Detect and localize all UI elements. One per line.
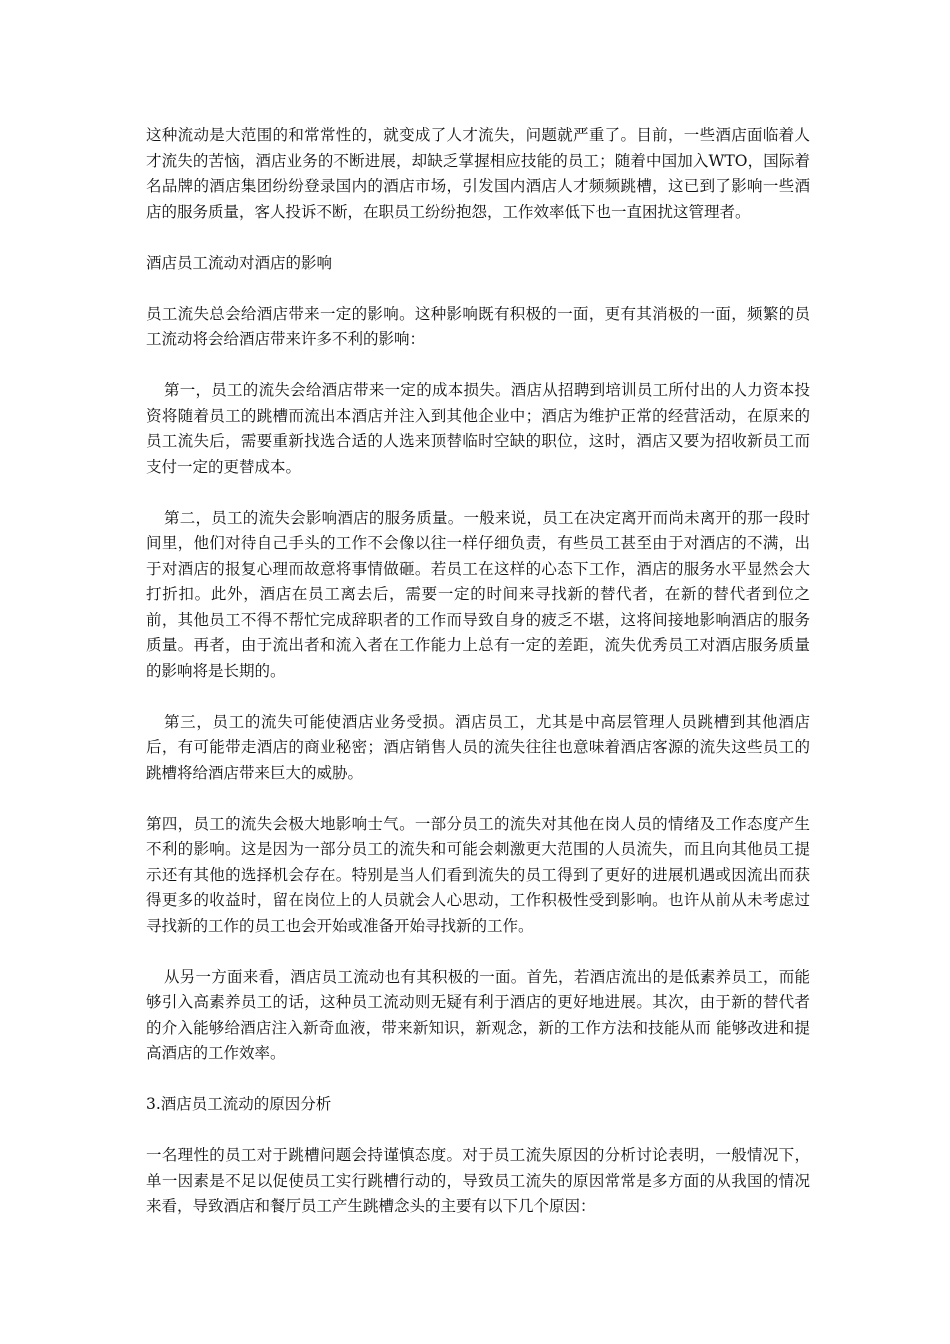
- paragraph-impact-intro: 员工流失总会给酒店带来一定的影响。这种影响既有积极的一面，更有其消极的一面，频繁的员工流动将会给酒店带来许多不利的影响：: [146, 304, 810, 348]
- paragraph-third-business-loss: 第三，员工的流失可能使酒店业务受损。酒店员工，尤其是中高层管理人员跳槽到其他酒店后，有可能带走酒店的商业秘密；酒店销售人员的流失往往也意味着酒店客源的流失这些员工的跳槽将给酒店带来巨大的威胁。: [146, 712, 810, 782]
- paragraph-fourth-morale: 第四，员工的流失会极大地影响士气。一部分员工的流失对其他在岗人员的情绪及工作态度产生不利的影响。这是因为一部分员工的流失和可能会刺激更大范围的人员流失，而且向其他员工提示还有其他的选择机会存在。特别是当人们看到流失的员工得到了更好的进展机遇或因流出而获得更多的收益时，留在岗位上的人员就会人心思动，工作积极性受到影响。也许从前从未考虑过寻找新的工作的员工也会开始或准备开始寻找新的工作。: [146, 814, 810, 935]
- section-heading-impact: 酒店员工流动对酒店的影响: [146, 253, 333, 272]
- section-heading-causes: 3.酒店员工流动的原因分析: [146, 1095, 332, 1113]
- document-page: [146, 123, 810, 1245]
- paragraph-second-service-quality: 第二，员工的流失会影响酒店的服务质量。一般来说，员工在决定离开而尚未离开的那一段时间里，他们对待自己手头的工作不会像以往一样仔细负责，有些员工甚至由于对酒店的不满，出于对酒店的报复心理而故意将事情做砸。若员工在这样的心态下工作，酒店的服务水平显然会大打折扣。此外，酒店在员工离去后，需要一定的时间来寻找新的替代者，在新的替代者到位之前，其他员工不得不帮忙完成辞职者的工作而导致自身的疲乏不堪，这将间接地影响酒店的服务质量。再者，由于流出者和流入者在工作能力上总有一定的差距，流失优秀员工对酒店服务质量的影响将是长期的。: [146, 508, 810, 680]
- paragraph-positive-side: 从另一方面来看，酒店员工流动也有其积极的一面。首先，若酒店流出的是低素养员工，而能够引入高素养员工的话，这种员工流动则无疑有利于酒店的更好地进展。其次，由于新的替代者的介入能够给酒店注入新奇血液，带来新知识，新观念，新的工作方法和技能从而 能够改进和提高酒店的工作效率。: [146, 967, 810, 1062]
- paragraph-first-cost-loss: 第一，员工的流失会给酒店带来一定的成本损失。酒店从招聘到培训员工所付出的人力资本投资将随着员工的跳槽而流出本酒店并注入到其他企业中；酒店为维护正常的经营活动，在原来的员工流失后，需要重新找选合适的人选来顶替临时空缺的职位，这时，酒店又要为招收新员工而支付一定的更替成本。: [146, 381, 810, 476]
- paragraph-talent-loss: 这种流动是大范围的和常常性的，就变成了人才流失，问题就严重了。目前，一些酒店面临着人才流失的苦恼，酒店业务的不断进展，却缺乏掌握相应技能的员工；随着中国加入WTO，国际着名品牌的酒店集团纷纷登录国内的酒店市场，引发国内酒店人才频频跳槽，这已到了影响一些酒店的服务质量，客人投诉不断，在职员工纷纷抱怨，工作效率低下也一直困扰这管理者。: [146, 126, 810, 221]
- paragraph-causes-intro: 一名理性的员工对于跳槽问题会持谨慎态度。对于员工流失原因的分析讨论表明，一般情况下，单一因素是不足以促使员工实行跳槽行动的，导致员工流失的原因常常是多方面的从我国的情况来看，导致酒店和餐厅员工产生跳槽念头的主要有以下几个原因：: [146, 1146, 810, 1215]
